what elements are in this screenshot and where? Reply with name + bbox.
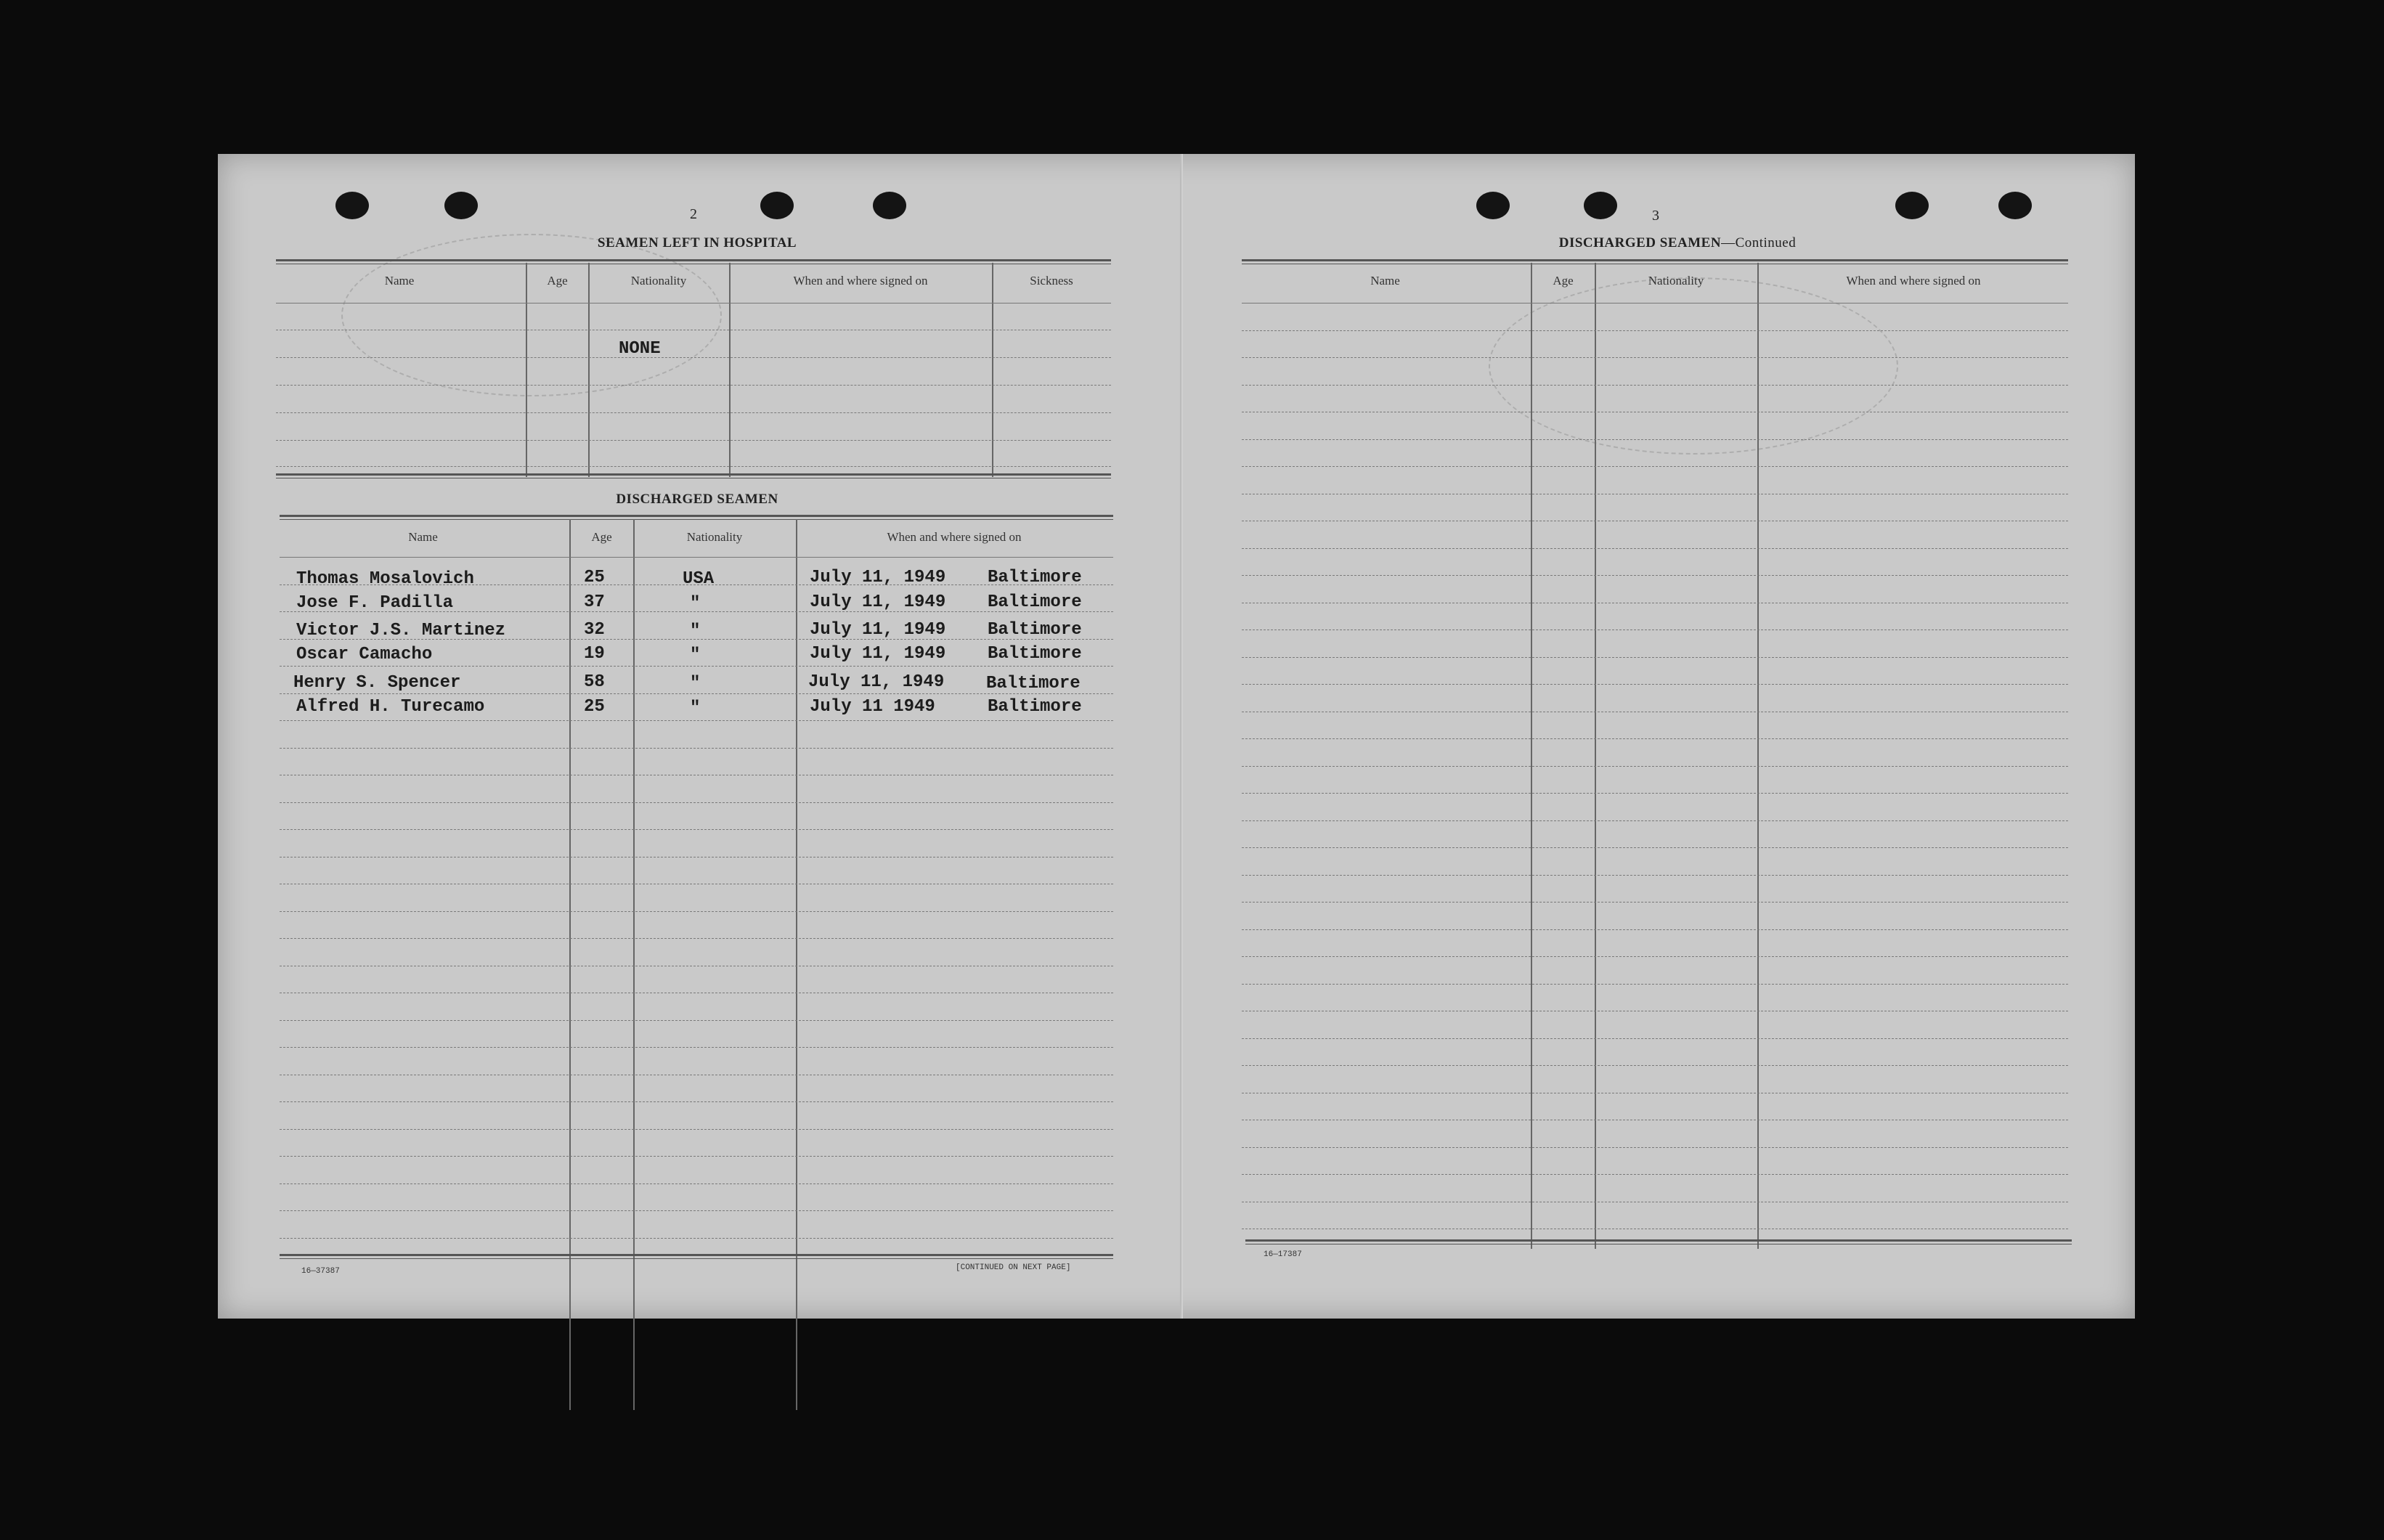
row-line: [1242, 330, 2068, 331]
row-line: [276, 412, 1111, 413]
row-line: [280, 557, 1113, 558]
header-rule: [276, 259, 1111, 264]
col-divider: [992, 263, 993, 477]
seaman-age: 25: [584, 697, 605, 717]
seaman-name: Jose F. Padilla: [296, 593, 454, 613]
col-divider: [633, 519, 635, 1410]
row-line: [1242, 684, 2068, 685]
col-divider: [729, 263, 731, 477]
seaman-age: 32: [584, 620, 605, 640]
row-line: [1242, 1147, 2068, 1148]
row-line: [1242, 548, 2068, 549]
row-line: [1242, 575, 2068, 576]
document-sheet: [218, 154, 2135, 1319]
seaman-name: Alfred H. Turecamo: [296, 697, 485, 717]
row-line: [1242, 1038, 2068, 1039]
row-line: [280, 911, 1113, 912]
signed-on-place: Baltimore: [988, 697, 1082, 717]
col-header-name: Name: [1370, 274, 1400, 288]
col-header-sickness: Sickness: [1030, 274, 1073, 288]
signed-on-date: July 11, 1949: [810, 568, 946, 587]
footer-rule: [280, 1254, 1113, 1259]
page-fold: [1180, 154, 1183, 1319]
seaman-nationality: ": [690, 645, 701, 665]
row-line: [280, 802, 1113, 803]
row-line: [280, 938, 1113, 939]
signed-on-place: Baltimore: [988, 592, 1082, 612]
row-line: [280, 748, 1113, 749]
seaman-age: 19: [584, 644, 605, 664]
row-line: [280, 666, 1113, 667]
row-line: [280, 1129, 1113, 1130]
col-header-signed-on: When and where signed on: [887, 530, 1022, 544]
row-line: [276, 357, 1111, 358]
col-divider: [796, 519, 797, 1410]
seaman-name: Henry S. Spencer: [293, 673, 461, 693]
continued-section-title: [1503, 235, 1852, 251]
row-line: [1242, 984, 2068, 985]
signed-on-place: Baltimore: [988, 644, 1082, 664]
signed-on-place: Baltimore: [986, 674, 1081, 693]
row-line: [1242, 657, 2068, 658]
seaman-nationality: ": [690, 674, 701, 693]
col-divider: [1531, 263, 1532, 1249]
row-line: [280, 1101, 1113, 1102]
row-line: [280, 720, 1113, 721]
section-title-text: DISCHARGED SEAMEN: [1558, 235, 1722, 250]
row-line: [280, 1210, 1113, 1211]
row-line: [1242, 929, 2068, 930]
col-divider: [569, 519, 571, 1410]
row-line: [1242, 875, 2068, 876]
col-divider: [526, 263, 527, 477]
row-line: [280, 1020, 1113, 1021]
col-divider: [588, 263, 590, 477]
seaman-name: Thomas Mosalovich: [296, 569, 474, 589]
row-line: [280, 1047, 1113, 1048]
signed-on-place: Baltimore: [988, 620, 1082, 640]
row-line: [1242, 1174, 2068, 1175]
ghost-stamp: [341, 234, 722, 396]
punch-hole: [335, 192, 369, 219]
row-line: [1242, 847, 2068, 848]
col-header-name: Name: [384, 274, 415, 288]
row-line: [1242, 956, 2068, 957]
col-header-nationality: Nationality: [630, 274, 687, 288]
punch-hole: [1998, 192, 2032, 219]
row-line: [1242, 793, 2068, 794]
signed-on-date: July 11, 1949: [808, 672, 945, 692]
row-line: [280, 1238, 1113, 1239]
row-line: [276, 385, 1111, 386]
section-rule: [276, 473, 1111, 478]
signed-on-date: July 11, 1949: [810, 592, 946, 612]
punch-hole: [444, 192, 478, 219]
row-line: [1242, 385, 2068, 386]
header-rule: [1242, 259, 2068, 264]
row-line: [1242, 439, 2068, 440]
seaman-nationality: USA: [683, 569, 715, 589]
row-line: [1242, 738, 2068, 739]
col-divider: [1757, 263, 1759, 1249]
row-line: [1242, 357, 2068, 358]
row-line: [1242, 1065, 2068, 1066]
col-header-nationality: Nationality: [686, 530, 743, 544]
footer-rule: [1245, 1239, 2072, 1244]
seaman-nationality: ": [690, 622, 701, 641]
row-line: [1242, 902, 2068, 903]
form-number: 16—17387: [1264, 1250, 1302, 1259]
section-title-suffix: —Continued: [1721, 235, 1797, 250]
seaman-age: 25: [584, 568, 605, 587]
row-line: [280, 1183, 1113, 1184]
form-number: 16—37387: [301, 1267, 340, 1276]
signed-on-date: July 11, 1949: [810, 644, 946, 664]
col-header-age: Age: [1553, 274, 1574, 288]
row-line: [276, 466, 1111, 467]
col-divider: [1595, 263, 1596, 1249]
punch-hole: [1584, 192, 1617, 219]
signed-on-date: July 11, 1949: [810, 620, 946, 640]
ghost-stamp: [1489, 277, 1898, 455]
punch-hole: [873, 192, 906, 219]
discharged-section-title: DISCHARGED SEAMEN: [616, 492, 778, 507]
punch-hole: [1476, 192, 1510, 219]
punch-hole: [760, 192, 794, 219]
seaman-name: Victor J.S. Martinez: [296, 621, 506, 640]
col-header-signed-on: When and where signed on: [1846, 274, 1981, 288]
seaman-age: 37: [584, 592, 605, 612]
col-header-name: Name: [408, 530, 438, 544]
row-line: [1242, 466, 2068, 467]
seaman-name: Oscar Camacho: [296, 645, 433, 664]
signed-on-place: Baltimore: [988, 568, 1082, 587]
col-header-signed-on: When and where signed on: [793, 274, 928, 288]
seaman-nationality: ": [690, 698, 701, 718]
signed-on-date: July 11 1949: [810, 697, 935, 717]
header-rule: [280, 515, 1113, 520]
col-header-age: Age: [591, 530, 612, 544]
row-line: [276, 440, 1111, 441]
row-line: [280, 829, 1113, 830]
seaman-nationality: ": [690, 594, 701, 614]
hospital-section-title: SEAMEN LEFT IN HOSPITAL: [597, 235, 797, 250]
row-line: [1242, 766, 2068, 767]
row-line: [1242, 820, 2068, 821]
seaman-age: 58: [584, 672, 605, 692]
page-number: 2: [690, 206, 697, 222]
row-line: [280, 1156, 1113, 1157]
punch-hole: [1895, 192, 1929, 219]
continued-note: [CONTINUED ON NEXT PAGE]: [956, 1263, 1071, 1272]
col-header-age: Age: [547, 274, 568, 288]
page-number: 3: [1652, 208, 1659, 224]
col-header-nationality: Nationality: [1648, 274, 1704, 288]
hospital-entry: NONE: [619, 339, 661, 359]
